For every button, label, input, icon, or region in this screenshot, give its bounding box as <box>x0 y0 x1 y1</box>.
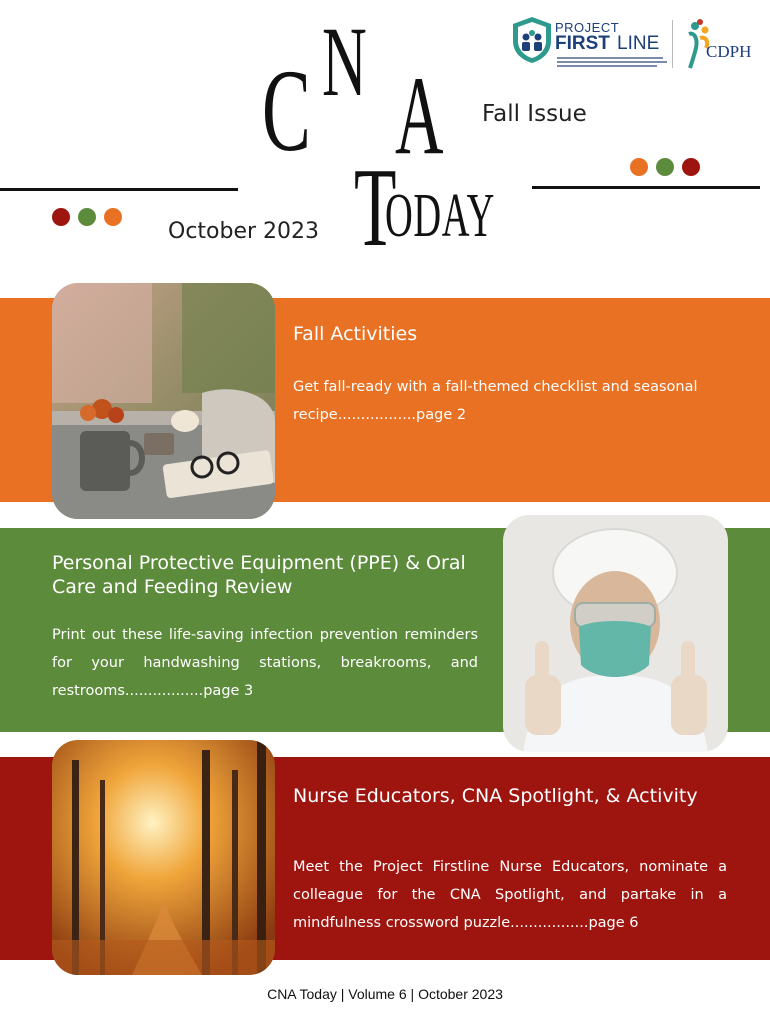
section-2-photo <box>503 515 728 752</box>
title-oday: ODAY <box>385 182 495 250</box>
title-letter-c: C <box>262 45 311 176</box>
section-1-photo <box>52 283 275 519</box>
title-letter-t: T <box>354 146 397 270</box>
healthcare-worker-thumbs-up-photo <box>503 515 728 752</box>
page-footer: CNA Today | Volume 6 | October 2023 <box>267 986 503 1002</box>
title-letter-n: N <box>322 6 367 117</box>
cdph-text: CDPH <box>706 42 752 61</box>
logo-first-text: FIRST <box>555 33 610 54</box>
red-dot <box>52 208 70 226</box>
section-1-body: Get fall-ready with a fall-themed checklist and seasonal recipe.................page 2 <box>293 379 698 423</box>
green-dot <box>78 208 96 226</box>
section-3-photo <box>52 740 275 975</box>
masthead-rule-left <box>0 188 238 191</box>
autumn-forest-path-photo <box>52 740 275 975</box>
logo-project-text: PROJECT <box>555 20 620 35</box>
masthead-rule-right <box>532 186 760 189</box>
section-3-body: Meet the Project Firstline Nurse Educators, nominate a colleague for the CNA Spotlight, and partake in a mindfulness crossword puzzle.................page 6 <box>293 859 727 931</box>
green-dot <box>656 158 674 176</box>
section-3-title: Nurse Educators, CNA Spotlight, & Activity <box>293 785 698 807</box>
issue-label: Fall Issue <box>482 101 587 127</box>
section-2-title: Personal Protective Equipment (PPE) & Oral Care and Feeding Review <box>52 552 466 598</box>
section-1-title: Fall Activities <box>293 323 418 345</box>
section-2-body: Print out these life-saving infection prevention reminders for your handwashing stations, breakrooms, and restrooms.................page 3 <box>52 627 478 699</box>
title-letter-a: A <box>395 54 444 178</box>
orange-dot <box>104 208 122 226</box>
orange-dot <box>630 158 648 176</box>
logo-divider <box>672 20 673 68</box>
shield-icon <box>510 15 554 65</box>
mug-glasses-book-pumpkin-photo <box>52 283 275 519</box>
red-dot <box>682 158 700 176</box>
logo-tagline <box>557 56 667 67</box>
logo-line-text: LINE <box>617 33 660 54</box>
issue-date: October 2023 <box>168 219 320 244</box>
